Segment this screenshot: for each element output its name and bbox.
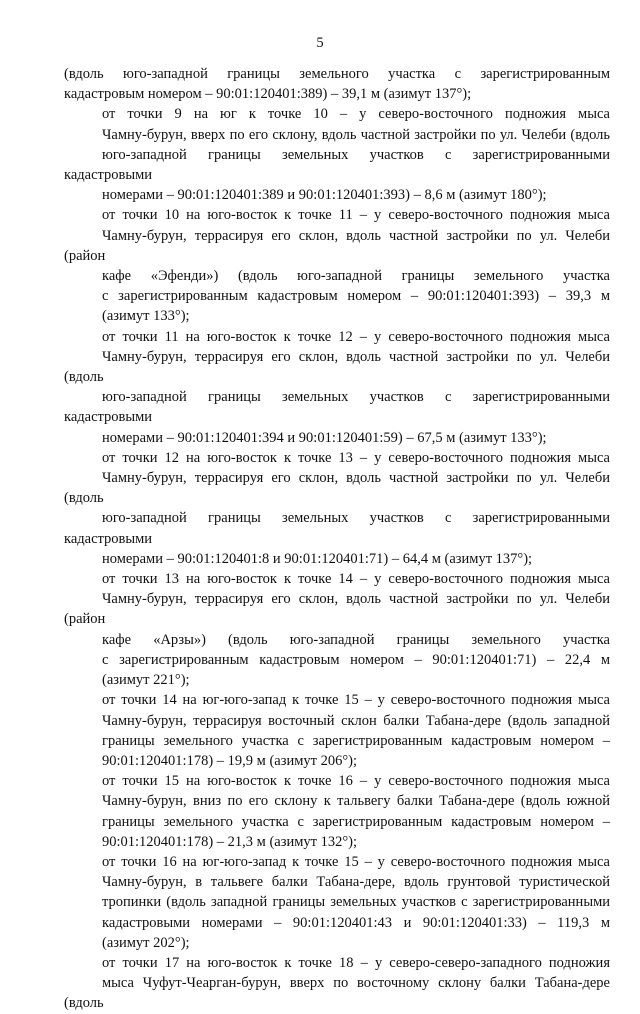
text-line: от точки 13 на юго-восток к точке 14 – у северо-восточного подножия мыса: [102, 571, 610, 588]
text-line: кафе «Эфенди») (вдоль юго-западной границы земельного участка: [102, 268, 610, 285]
text-line: от точки 14 на юг-юго-запад к точке 15 – у северо-восточного подножия мыса: [102, 692, 610, 709]
text-line: тропинки (вдоль западной границы земельных участков с зарегистрированными: [102, 894, 610, 911]
text-line: от точки 10 на юго-восток к точке 11 – у северо-восточного подножия мыса: [102, 207, 610, 224]
text-line: юго-западной границы земельных участков с зарегистрированными кадастровыми: [64, 389, 610, 426]
text-line: юго-западной границы земельных участков с зарегистрированными кадастровыми: [64, 510, 610, 547]
text-line: юго-западной границы земельных участков с зарегистрированными кадастровыми: [64, 146, 610, 184]
document-body: [64, 64, 610, 1014]
paragraph: [64, 205, 610, 326]
paragraph: [64, 690, 610, 771]
text-line: Чамну-бурун, вверх по его склону, вдоль частной застройки по ул. Челеби (вдоль: [102, 126, 610, 143]
text-line: от точки 15 на юго-восток к точке 16 – у северо-восточного подножия мыса: [102, 773, 610, 790]
text-line: от точки 12 на юго-восток к точке 13 – у северо-восточного подножия мыса: [102, 449, 610, 466]
text-line: кадастровыми номерами – 90:01:120401:43 и 90:01:120401:33) – 119,3 м: [102, 914, 610, 931]
text-line: Чамну-бурун, террасируя его склон, вдоль частной застройки по ул. Челеби (вдоль: [64, 348, 610, 386]
text-line: номерами – 90:01:120401:8 и 90:01:120401:71) – 64,4 м (азимут 137°);: [102, 550, 533, 567]
text-line: Чамну-бурун, террасируя его склон, вдоль частной застройки по ул. Челеби (район: [64, 227, 610, 264]
paragraph: [64, 448, 610, 569]
text-line: (азимут 133°);: [102, 308, 190, 325]
text-line: кадастровым номером – 90:01:120401:389) – 39,1 м (азимут 137°);: [64, 86, 472, 103]
text-line: с зарегистрированным кадастровым номером – 90:01:120401:393) – 39,3 м: [102, 288, 610, 305]
text-line: (азимут 202°);: [102, 934, 190, 951]
paragraph: [64, 771, 610, 852]
text-line: от точки 16 на юг-юго-запад к точке 15 – у северо-восточного подножия мыса: [102, 853, 610, 870]
paragraph: [64, 953, 610, 1014]
paragraph: [64, 852, 610, 953]
text-line: Чамну-бурун, террасируя восточный склон балки Табана-дере (вдоль западной: [102, 712, 610, 729]
text-line: мыса Чуфут-Чеарган-бурун, вверх по восточному склону балки Табана-дере (вдоль: [64, 975, 610, 1012]
text-line: границы земельного участка с зарегистрированным кадастровым номером –: [102, 732, 610, 749]
text-line: Чамну-бурун, террасируя его склон, вдоль частной застройки по ул. Челеби (вдоль: [64, 470, 610, 507]
text-line: границы земельного участка с зарегистрированным кадастровым номером –: [102, 813, 610, 830]
text-line: от точки 11 на юго-восток к точке 12 – у северо-восточного подножия мыса: [102, 328, 610, 345]
text-line: от точки 9 на юг к точке 10 – у северо-восточного подножия мыса: [102, 106, 610, 123]
paragraph: [64, 64, 610, 104]
paragraph: [64, 327, 610, 448]
text-line: 90:01:120401:178) – 19,9 м (азимут 206°);: [102, 752, 358, 769]
text-line: 90:01:120401:178) – 21,3 м (азимут 132°);: [102, 833, 358, 850]
paragraph: [64, 569, 610, 690]
text-line: Чамну-бурун, вниз по его склону к тальвегу балки Табана-дере (вдоль южной: [102, 793, 610, 810]
text-line: с зарегистрированным кадастровым номером – 90:01:120401:71) – 22,4 м: [102, 651, 610, 668]
text-line: номерами – 90:01:120401:389 и 90:01:120401:393) – 8,6 м (азимут 180°);: [102, 187, 547, 204]
page-number: 5: [316, 35, 324, 51]
paragraph: [64, 104, 610, 205]
text-line: от точки 17 на юго-восток к точке 18 – у северо-северо-западного подножия: [102, 954, 610, 971]
text-line: Чамну-бурун, террасируя его склон, вдоль частной застройки по ул. Челеби (район: [64, 591, 610, 628]
text-line: номерами – 90:01:120401:394 и 90:01:120401:59) – 67,5 м (азимут 133°);: [102, 429, 547, 446]
text-line: (вдоль юго-западной границы земельного участка с зарегистрированным: [64, 66, 610, 82]
text-line: кафе «Арзы») (вдоль юго-западной границы земельного участка: [102, 631, 610, 648]
text-line: (азимут 221°);: [102, 672, 190, 689]
text-line: Чамну-бурун, в тальвеге балки Табана-дере, вдоль грунтовой туристической: [102, 874, 610, 891]
